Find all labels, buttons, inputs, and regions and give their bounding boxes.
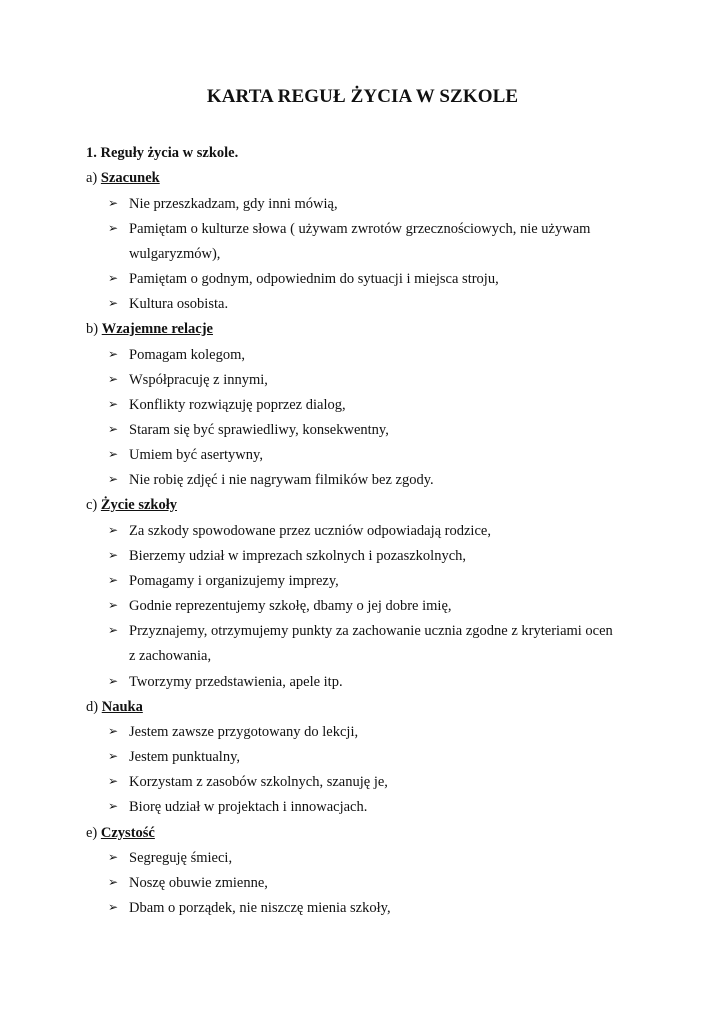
list-item: ➢ Korzystam z zasobów szkolnych, szanuję je, <box>108 774 388 790</box>
arrow-bullet-icon: ➢ <box>108 674 119 688</box>
list-item: ➢ Umiem być asertywny, <box>108 447 263 463</box>
list-item: ➢ Godnie reprezentujemy szkołę, dbamy o jej dobre imię, <box>108 598 452 614</box>
arrow-bullet-icon: ➢ <box>108 573 119 587</box>
section-e-label <box>86 825 155 842</box>
section-letter: e) <box>86 825 98 841</box>
arrow-bullet-icon: ➢ <box>108 598 119 612</box>
section-name: Nauka <box>101 699 143 715</box>
arrow-bullet-icon: ➢ <box>108 799 119 813</box>
list-item: ➢ Za szkody spowodowane przez uczniów odpowiadają rodzice, <box>108 523 491 539</box>
arrow-bullet-icon: ➢ <box>108 623 119 637</box>
list-item: ➢ Jestem punktualny, <box>108 749 241 765</box>
section-name: Życie szkoły <box>100 497 178 513</box>
list-item-continuation: z zachowania, <box>129 648 212 664</box>
list-item: ➢ Biorę udział w projektach i innowacjach. <box>108 799 368 815</box>
list-item: ➢ Nie przeszkadzam, gdy inni mówią, <box>108 196 338 212</box>
list-item: ➢ Pamiętam o kulturze słowa ( używam zwrotów grzecznościowych, nie używam <box>108 221 591 237</box>
arrow-bullet-icon: ➢ <box>108 447 119 461</box>
list-item: ➢ Dbam o porządek, nie niszczę mienia szkoły, <box>108 900 391 916</box>
list-item: ➢ Konflikty rozwiązuję poprzez dialog, <box>108 397 346 413</box>
list-item: ➢ Noszę obuwie zmienne, <box>108 875 268 891</box>
list-item: ➢ Tworzymy przedstawienia, apele itp. <box>108 674 343 690</box>
arrow-bullet-icon: ➢ <box>108 422 119 436</box>
list-item: ➢ Jestem zawsze przygotowany do lekcji, <box>108 724 359 740</box>
arrow-bullet-icon: ➢ <box>108 397 119 411</box>
list-item: ➢ Kultura osobista. <box>108 296 229 312</box>
arrow-bullet-icon: ➢ <box>108 774 119 788</box>
section-heading: 1. Reguły życia w szkole. <box>86 145 239 161</box>
section-letter: a) <box>86 170 98 186</box>
section-name: Czystość <box>100 825 155 841</box>
section-d-label <box>86 699 143 716</box>
list-item: ➢ Pomagamy i organizujemy imprezy, <box>108 573 339 589</box>
section-c-label <box>86 497 177 514</box>
arrow-bullet-icon: ➢ <box>108 472 119 486</box>
arrow-bullet-icon: ➢ <box>108 372 119 386</box>
arrow-bullet-icon: ➢ <box>108 271 119 285</box>
list-item: ➢ Pamiętam o godnym, odpowiednim do sytuacji i miejsca stroju, <box>108 271 499 287</box>
document-title: KARTA REGUŁ ŻYCIA W SZKOLE <box>206 86 519 107</box>
list-item: ➢ Staram się być sprawiedliwy, konsekwentny, <box>108 422 389 438</box>
arrow-bullet-icon: ➢ <box>108 548 119 562</box>
list-item: ➢ Bierzemy udział w imprezach szkolnych i pozaszkolnych, <box>108 548 467 564</box>
arrow-bullet-icon: ➢ <box>108 850 119 864</box>
arrow-bullet-icon: ➢ <box>108 296 119 310</box>
list-item: ➢ Pomagam kolegom, <box>108 347 245 363</box>
section-letter: b) <box>86 321 99 337</box>
list-item-continuation: wulgaryzmów), <box>129 246 221 262</box>
arrow-bullet-icon: ➢ <box>108 900 119 914</box>
list-item: ➢ Przyznajemy, otrzymujemy punkty za zachowanie ucznia zgodne z kryteriami ocen <box>108 623 613 639</box>
arrow-bullet-icon: ➢ <box>108 347 119 361</box>
section-name: Szacunek <box>100 170 160 186</box>
section-a-label <box>86 170 160 187</box>
list-item: ➢ Nie robię zdjęć i nie nagrywam filmików bez zgody. <box>108 472 434 488</box>
arrow-bullet-icon: ➢ <box>108 749 119 763</box>
section-letter: d) <box>86 699 99 715</box>
section-name: Wzajemne relacje <box>101 321 213 337</box>
list-item: ➢ Segreguję śmieci, <box>108 850 233 866</box>
arrow-bullet-icon: ➢ <box>108 523 119 537</box>
arrow-bullet-icon: ➢ <box>108 221 119 235</box>
arrow-bullet-icon: ➢ <box>108 724 119 738</box>
section-letter: c) <box>86 497 98 513</box>
arrow-bullet-icon: ➢ <box>108 196 119 210</box>
arrow-bullet-icon: ➢ <box>108 875 119 889</box>
section-b-label <box>86 321 213 338</box>
list-item: ➢ Współpracuję z innymi, <box>108 372 268 388</box>
